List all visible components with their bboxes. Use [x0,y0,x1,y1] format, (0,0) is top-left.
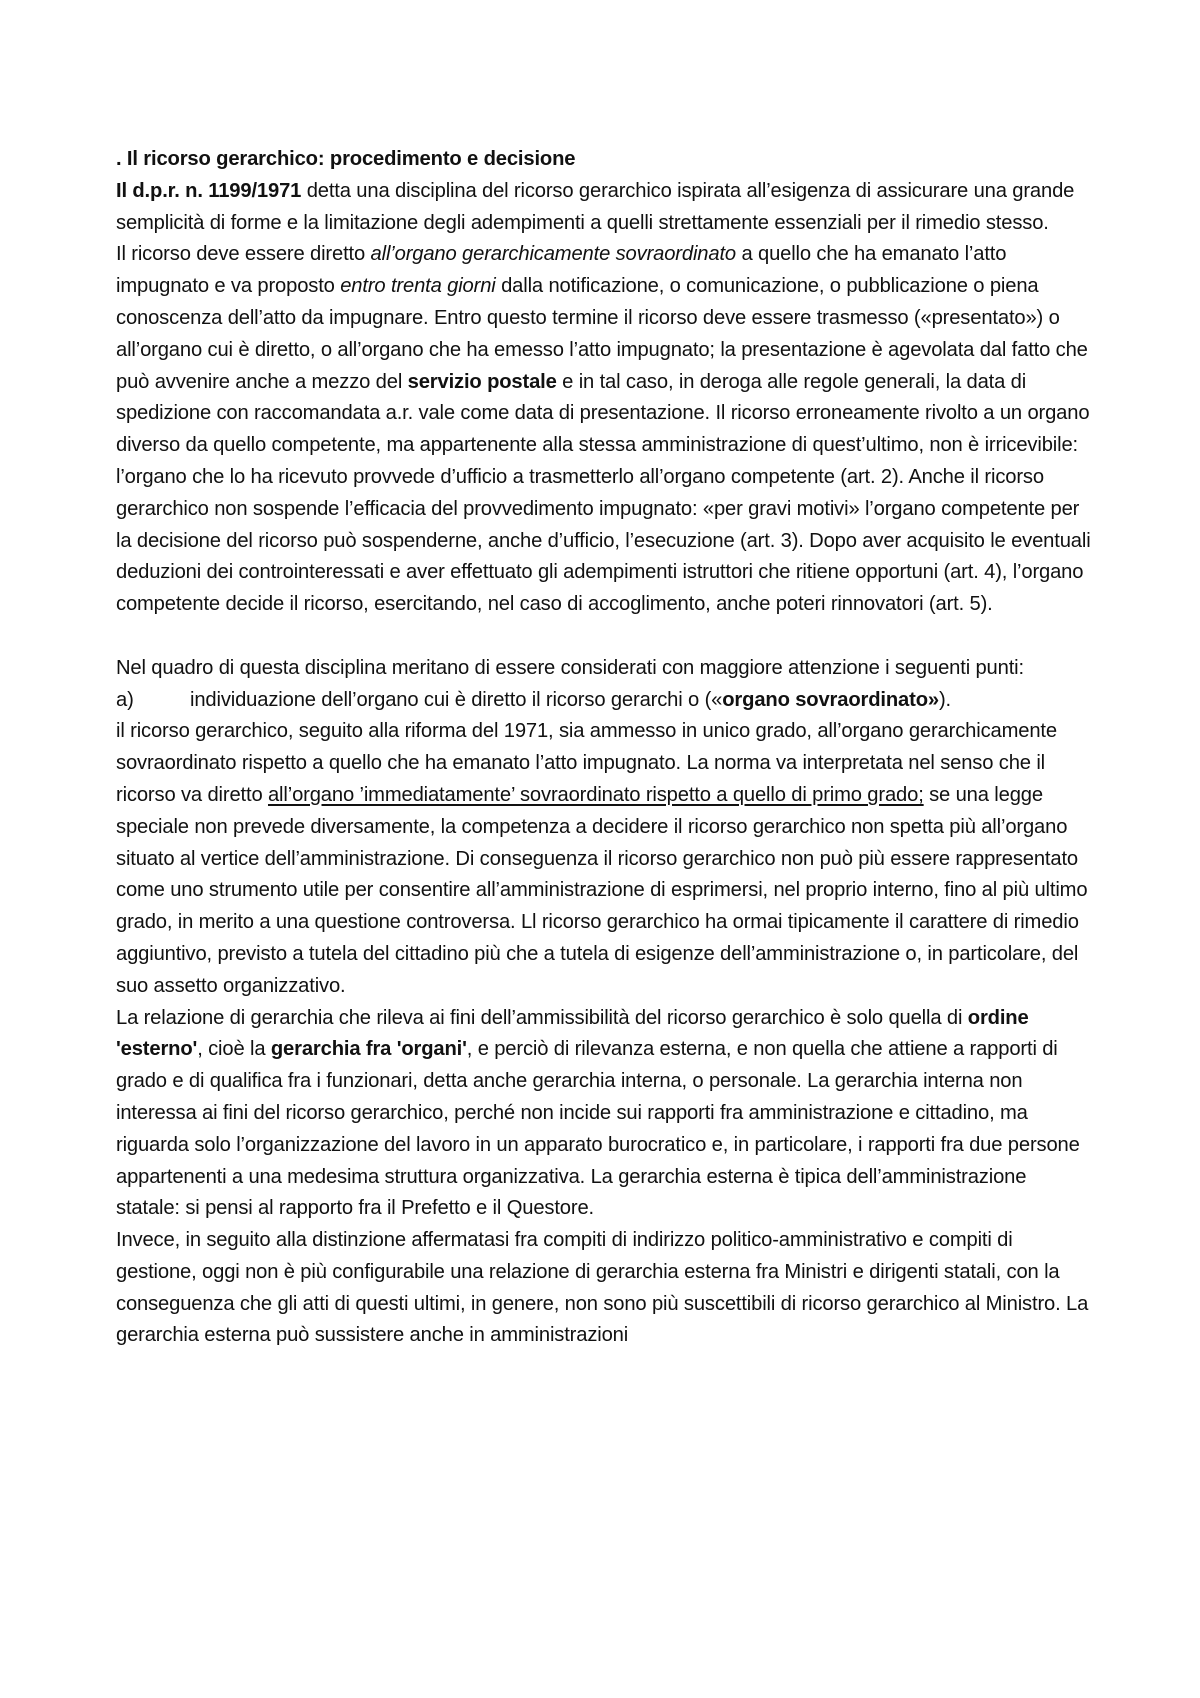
gerarchia-text-2: , cioè la [197,1038,271,1061]
procedure-text-2: a quello che ha emanato l’atto impugnato e va proposto [116,243,1007,298]
procedure-emphasis-termine: entro trenta giorni [340,275,496,298]
list-item-a-text-2: ). [938,688,952,711]
procedure-text-4: e in tal caso, in deroga alle regole generali, la data di spedizione con raccomandata a.r. vale come data di presentazione. Il ricorso erroneamente rivolto a un organo diverso da quello competente, ma appartenente alla stessa amministrazione di quest’ultimo, non è irricevibile: l’organo che lo ha ricevuto provvede d’ufficio a trasmetterlo all’organo competente (art. 2). Anche il ricorso gerarchico non sospende l’efficacia del provvedimento impugnato: «per gravi motivi» l’organo competente per la decisione del ricorso può sospenderne, anche d’ufficio, l’esecuzione (art. 3). Dopo aver acquisito le eventuali deduzioni dei controinteressati e aver effettuato gli adempimenti istruttori che ritiene opportuni (art. 4), l’organo competente decide il ricorso, esercitando, nel caso di accoglimento, anche poteri rinnovatori (art. 5). [116,370,1091,616]
ministri-text: Invece, in seguito alla distinzione affermatasi fra compiti di indirizzo politico-amministrativo e compiti di gestione, oggi non è più configurabile una relazione di gerarchia esterna fra Ministri e dirigenti statali, con la conseguenza che gli atti di questi ultimi, in genere, non sono più suscettibili di ricorso gerarchico al Ministro. La gerarchia esterna può sussistere anche in amministrazioni [116,1229,1089,1347]
paragraph-procedure [116,239,1091,621]
list-marker: a) [116,688,134,711]
procedure-emphasis-organo: all’organo gerarchicamente sovraordinato [370,243,736,266]
list-item-a-bold: organo sovraordinato» [722,688,939,711]
blank-line [116,621,1091,653]
procedure-text-1: Il ricorso deve essere diretto [116,243,371,266]
list-item-a [116,685,1091,717]
gerarchia-bold-ordine-esterno: ordine 'esterno' [116,1006,1029,1061]
section-heading [116,144,1091,176]
unico-grado-text-2: se una legge speciale non prevede diversamente, la competenza a decidere il ricorso gerarchico non spetta più all’organo situato al vertice dell’amministrazione. Di conseguenza il ricorso gerarchico non può più essere rappresentato come uno strumento utile per consentire all’amministrazione di esprimersi, nel proprio interno, fino al più ultimo grado, in merito a una questione controversa. Ll ricorso gerarchico ha ormai tipicamente il carattere di rimedio aggiuntivo, previsto a tutela del cittadino più che a tutela di esigenze dell’amministrazione o, in particolare, del suo assetto organizzativo. [116,783,1088,997]
paragraph-ministri [116,1225,1091,1352]
procedure-bold-servizio-postale: servizio postale [407,370,557,393]
document-body [116,144,1091,1352]
intro-points-text: Nel quadro di questa disciplina meritano di essere considerati con maggiore attenzione i seguenti punti: [116,656,1024,679]
gerarchia-bold-fra-organi: gerarchia fra 'organi' [270,1038,467,1061]
gerarchia-text-3: , e perciò di rilevanza esterna, e non quella che attiene a rapporti di grado e di qualifica fra i funzionari, detta anche gerarchia interna, o personale. La gerarchia interna non interessa ai fini del ricorso gerarchico, perché non incide sui rapporti fra amministrazione e cittadino, ma riguarda solo l’organizzazione del lavoro in un apparato burocratico e, in particolare, i rapporti fra due persone appartenenti a una medesima struttura organizzativa. La gerarchia esterna è tipica dell’amministrazione statale: si pensi al rapporto fra il Prefetto e il Questore. [116,1038,1080,1220]
paragraph-unico-grado [116,716,1091,1002]
paragraph-gerarchia [116,1003,1091,1226]
paragraph-intro-points [116,653,1091,685]
unico-grado-underlined: all’organo ’immediatamente’ sovraordinato rispetto a quello di primo grado; [267,783,924,806]
section-heading-text: . Il ricorso gerarchico: procedimento e decisione [116,148,576,170]
gerarchia-text-1: La relazione di gerarchia che rileva ai fini dell’ammissibilità del ricorso gerarchico è solo quella di [116,1006,968,1029]
paragraph-dpr-text: detta una disciplina del ricorso gerarchico ispirata all’esigenza di assicurare una grande semplicità di forme e la limitazione degli adempimenti a quelli strettamente essenziali per il rimedio stesso. [116,179,1075,234]
procedure-text-3: dalla notificazione, o comunicazione, o pubblicazione o piena conoscenza dell’atto da impugnare. Entro questo termine il ricorso deve essere trasmesso («presentato») o all’organo cui è diretto, o all’organo che ha emesso l’atto impugnato; la presentazione è agevolata dal fatto che può avvenire anche a mezzo del [116,275,1088,393]
list-item-a-text-1: individuazione dell’organo cui è diretto il ricorso gerarchi o (« [190,688,723,711]
unico-grado-text-1: il ricorso gerarchico, seguito alla riforma del 1971, sia ammesso in unico grado, all’organo gerarchicamente sovraordinato rispetto a quello che ha emanato l’atto impugnato. La norma va interpretata nel senso che il ricorso va diretto [116,720,1057,806]
paragraph-dpr [116,176,1091,240]
dpr-reference: Il d.p.r. n. 1199/1971 [116,179,302,202]
